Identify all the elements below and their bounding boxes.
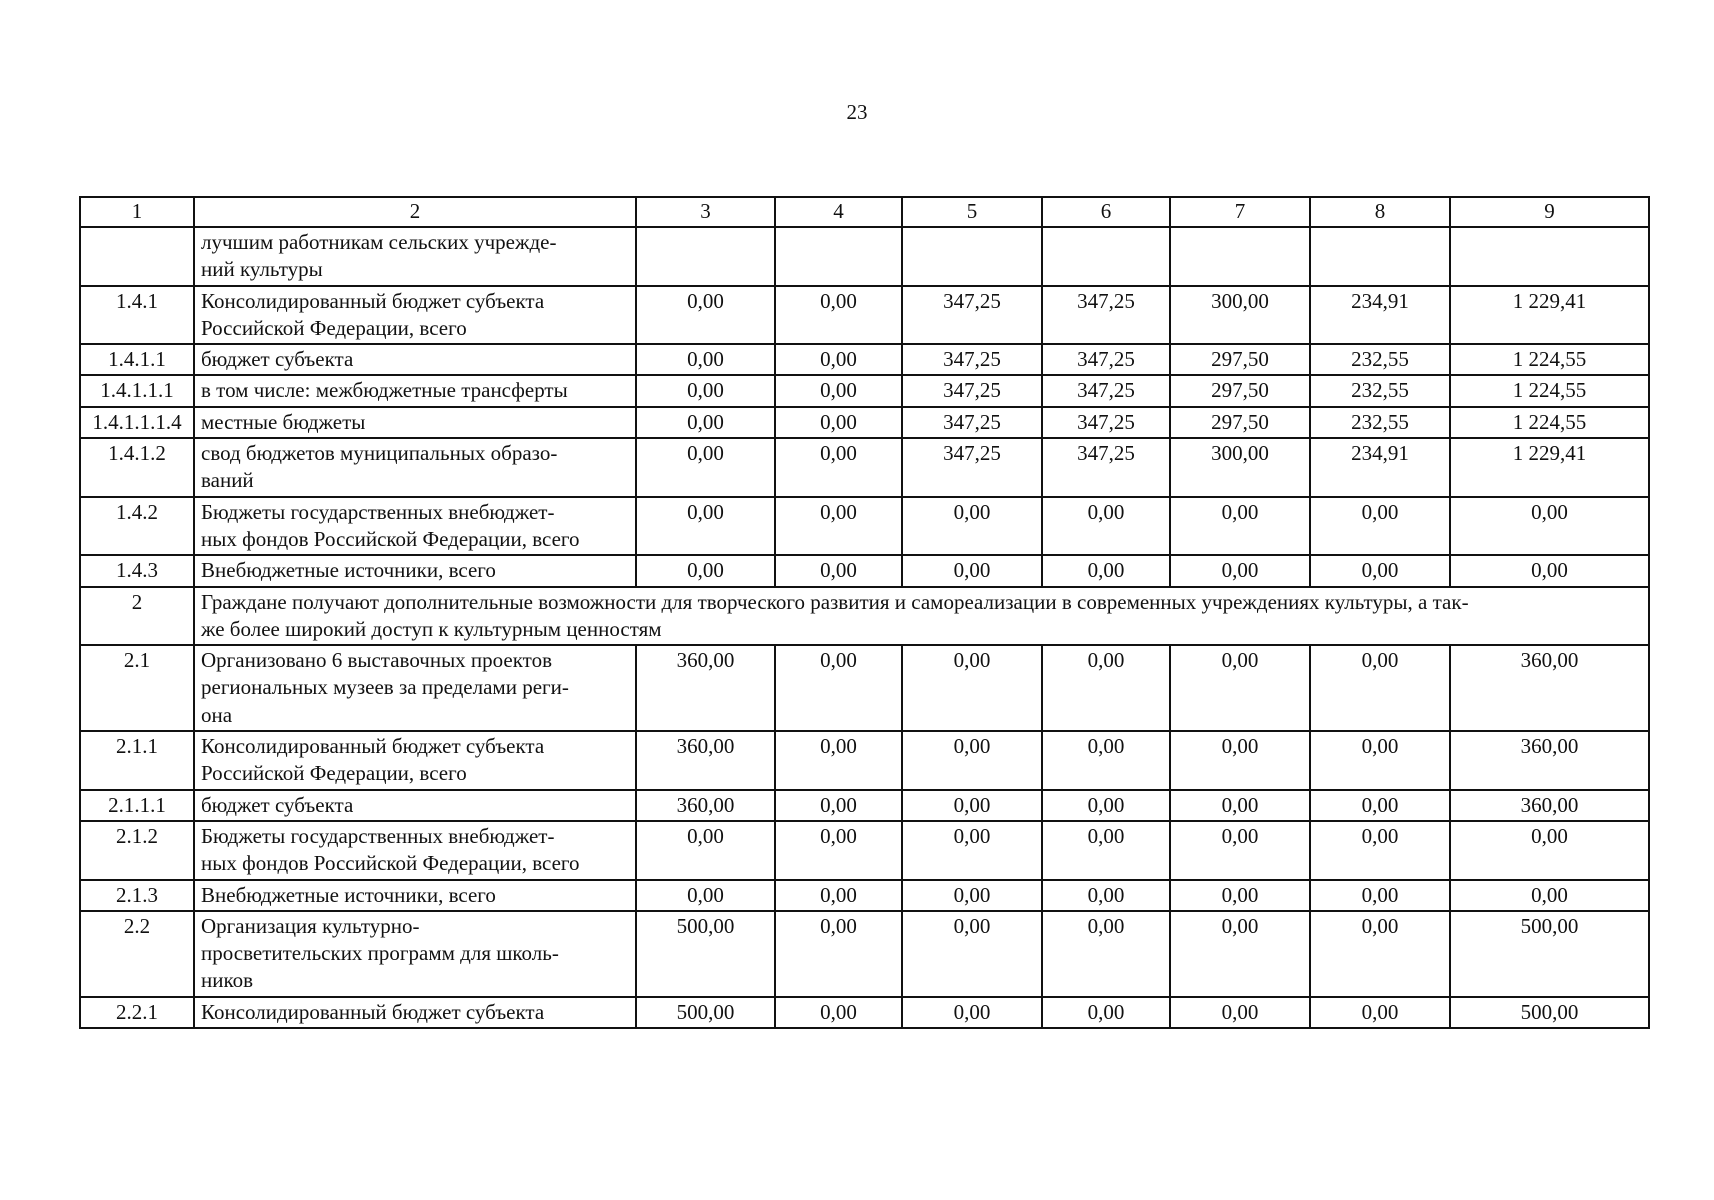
- value-cell-col-7: 297,50: [1170, 344, 1310, 375]
- header-row: [80, 197, 1649, 227]
- table-row: [80, 438, 1649, 497]
- row-code: 2.1.3: [80, 880, 194, 911]
- row-code: 2.1: [80, 645, 194, 731]
- row-code: 1.4.1.1.1.4: [80, 407, 194, 438]
- value-cell-col-8: [1310, 227, 1450, 286]
- row-code: 2.1.1: [80, 731, 194, 790]
- value-cell-col-7: 297,50: [1170, 407, 1310, 438]
- row-name-line: Бюджеты государственных внебюджет-: [201, 823, 555, 848]
- row-name-line: ваний: [201, 468, 254, 493]
- row-name: [194, 497, 636, 556]
- value-cell-col-9: 0,00: [1450, 880, 1649, 911]
- value-cell-col-8: 0,00: [1310, 821, 1450, 880]
- table-row: [80, 731, 1649, 790]
- row-code: 1.4.1: [80, 286, 194, 345]
- value-cell-col-7: 300,00: [1170, 286, 1310, 345]
- value-cell-col-5: 0,00: [902, 645, 1042, 731]
- row-name-line: региональных музеев за пределами реги-: [201, 675, 569, 700]
- value-cell-col-3: 360,00: [636, 645, 775, 731]
- value-cell-col-3: 360,00: [636, 790, 775, 821]
- value-cell-col-8: 232,55: [1310, 407, 1450, 438]
- header-cell: 1: [80, 197, 194, 227]
- row-name: [194, 997, 636, 1028]
- value-cell-col-7: 0,00: [1170, 997, 1310, 1028]
- value-cell-col-8: 0,00: [1310, 880, 1450, 911]
- row-name-line: Российской Федерации, всего: [201, 315, 467, 340]
- value-cell-col-5: 347,25: [902, 344, 1042, 375]
- row-name-line: Бюджеты государственных внебюджет-: [201, 499, 555, 524]
- value-cell-col-8: 234,91: [1310, 438, 1450, 497]
- header-cell: 7: [1170, 197, 1310, 227]
- row-name: [194, 438, 636, 497]
- value-cell-col-3: 0,00: [636, 438, 775, 497]
- value-cell-col-7: 0,00: [1170, 880, 1310, 911]
- value-cell-col-7: 300,00: [1170, 438, 1310, 497]
- value-cell-col-6: 0,00: [1042, 911, 1170, 997]
- value-cell-col-5: 0,00: [902, 497, 1042, 556]
- budget-table: [79, 196, 1650, 1029]
- row-code: 2.2.1: [80, 997, 194, 1028]
- row-name-line: бюджет субъекта: [201, 792, 354, 817]
- value-cell-col-7: 0,00: [1170, 731, 1310, 790]
- value-cell-col-3: [636, 227, 775, 286]
- section-title-line: же более широкий доступ к культурным ценностям: [201, 616, 662, 641]
- row-name-line: она: [201, 702, 233, 727]
- value-cell-col-5: 0,00: [902, 911, 1042, 997]
- row-name-line: Внебюджетные источники, всего: [201, 558, 496, 583]
- value-cell-col-4: 0,00: [775, 997, 902, 1028]
- row-code: 1.4.2: [80, 497, 194, 556]
- page-number: 23: [846, 100, 868, 124]
- value-cell-col-9: 1 229,41: [1450, 438, 1649, 497]
- value-cell-col-7: 0,00: [1170, 645, 1310, 731]
- row-name: [194, 880, 636, 911]
- row-name-line: ных фондов Российской Федерации, всего: [201, 526, 580, 551]
- row-name-line: лучшим работникам сельских учрежде-: [201, 230, 557, 254]
- row-code: 1.4.1.2: [80, 438, 194, 497]
- value-cell-col-4: 0,00: [775, 497, 902, 556]
- row-name-line: бюджет субъекта: [201, 347, 354, 372]
- value-cell-col-4: 0,00: [775, 821, 902, 880]
- value-cell-col-4: 0,00: [775, 407, 902, 438]
- row-name: [194, 555, 636, 586]
- value-cell-col-5: 0,00: [902, 555, 1042, 586]
- value-cell-col-4: [775, 227, 902, 286]
- table-row: [80, 407, 1649, 438]
- value-cell-col-8: 0,00: [1310, 790, 1450, 821]
- row-code: 2.1.2: [80, 821, 194, 880]
- row-code: 2: [80, 587, 194, 646]
- row-name: [194, 407, 636, 438]
- value-cell-col-8: 232,55: [1310, 375, 1450, 406]
- row-name: [194, 731, 636, 790]
- value-cell-col-3: 500,00: [636, 997, 775, 1028]
- table-row: [80, 344, 1649, 375]
- value-cell-col-4: 0,00: [775, 375, 902, 406]
- value-cell-col-3: 0,00: [636, 555, 775, 586]
- row-name: [194, 821, 636, 880]
- value-cell-col-4: 0,00: [775, 911, 902, 997]
- value-cell-col-6: 347,25: [1042, 344, 1170, 375]
- row-name: [194, 227, 636, 286]
- header-cell: 9: [1450, 197, 1649, 227]
- value-cell-col-9: 1 224,55: [1450, 344, 1649, 375]
- row-name: [194, 375, 636, 406]
- value-cell-col-5: 347,25: [902, 438, 1042, 497]
- value-cell-col-4: 0,00: [775, 645, 902, 731]
- row-name: [194, 286, 636, 345]
- row-code: 1.4.1.1.1: [80, 375, 194, 406]
- value-cell-col-5: 0,00: [902, 790, 1042, 821]
- value-cell-col-4: 0,00: [775, 790, 902, 821]
- table-row: [80, 286, 1649, 345]
- value-cell-col-5: 347,25: [902, 407, 1042, 438]
- value-cell-col-9: 0,00: [1450, 497, 1649, 556]
- value-cell-col-3: 0,00: [636, 407, 775, 438]
- value-cell-col-8: 0,00: [1310, 645, 1450, 731]
- value-cell-col-5: 347,25: [902, 286, 1042, 345]
- row-name-line: просветительских программ для школь-: [201, 941, 559, 966]
- row-name-line: Консолидированный бюджет субъекта: [201, 999, 545, 1024]
- section-title: [194, 587, 1649, 646]
- row-name-line: Консолидированный бюджет субъекта: [201, 288, 545, 313]
- value-cell-col-9: 1 224,55: [1450, 375, 1649, 406]
- table-row: [80, 645, 1649, 731]
- row-code: 1.4.3: [80, 555, 194, 586]
- value-cell-col-9: 360,00: [1450, 790, 1649, 821]
- value-cell-col-3: 0,00: [636, 286, 775, 345]
- value-cell-col-7: 297,50: [1170, 375, 1310, 406]
- value-cell-col-9: 500,00: [1450, 911, 1649, 997]
- value-cell-col-9: 360,00: [1450, 731, 1649, 790]
- row-name: [194, 911, 636, 997]
- row-name-line: Консолидированный бюджет субъекта: [201, 734, 545, 759]
- value-cell-col-9: 500,00: [1450, 997, 1649, 1028]
- table-row: [80, 997, 1649, 1028]
- row-name-line: Организация культурно-: [201, 913, 420, 938]
- value-cell-col-9: 0,00: [1450, 821, 1649, 880]
- table-row: [80, 497, 1649, 556]
- value-cell-col-3: 0,00: [636, 880, 775, 911]
- value-cell-col-6: [1042, 227, 1170, 286]
- value-cell-col-6: 347,25: [1042, 286, 1170, 345]
- header-cell: 2: [194, 197, 636, 227]
- header-cell: 4: [775, 197, 902, 227]
- value-cell-col-3: 0,00: [636, 821, 775, 880]
- value-cell-col-9: 1 224,55: [1450, 407, 1649, 438]
- value-cell-col-3: 500,00: [636, 911, 775, 997]
- row-name-line: ных фондов Российской Федерации, всего: [201, 851, 580, 876]
- value-cell-col-8: 0,00: [1310, 911, 1450, 997]
- value-cell-col-7: 0,00: [1170, 911, 1310, 997]
- value-cell-col-9: [1450, 227, 1649, 286]
- value-cell-col-5: 0,00: [902, 821, 1042, 880]
- row-name: [194, 790, 636, 821]
- value-cell-col-9: 0,00: [1450, 555, 1649, 586]
- value-cell-col-9: 1 229,41: [1450, 286, 1649, 345]
- value-cell-col-8: 0,00: [1310, 731, 1450, 790]
- row-name-line: Организовано 6 выставочных проектов: [201, 648, 552, 673]
- value-cell-col-8: 232,55: [1310, 344, 1450, 375]
- value-cell-col-6: 0,00: [1042, 790, 1170, 821]
- row-code: 2.1.1.1: [80, 790, 194, 821]
- value-cell-col-4: 0,00: [775, 731, 902, 790]
- row-name: [194, 645, 636, 731]
- value-cell-col-4: 0,00: [775, 555, 902, 586]
- table-row: [80, 821, 1649, 880]
- value-cell-col-5: 347,25: [902, 375, 1042, 406]
- row-name-line: Российской Федерации, всего: [201, 761, 467, 786]
- row-name-line: местные бюджеты: [201, 409, 366, 434]
- value-cell-col-8: 0,00: [1310, 497, 1450, 556]
- section-title-line: Граждане получают дополнительные возможности для творческого развития и самореализации в современных учреждениях культуры, а так-: [201, 589, 1469, 614]
- table-row: [80, 375, 1649, 406]
- table-row: [80, 790, 1649, 821]
- value-cell-col-6: 347,25: [1042, 438, 1170, 497]
- value-cell-col-6: 0,00: [1042, 821, 1170, 880]
- table-row: [80, 880, 1649, 911]
- row-name-line: свод бюджетов муниципальных образо-: [201, 441, 558, 466]
- value-cell-col-5: 0,00: [902, 731, 1042, 790]
- value-cell-col-7: [1170, 227, 1310, 286]
- value-cell-col-5: 0,00: [902, 997, 1042, 1028]
- value-cell-col-5: 0,00: [902, 880, 1042, 911]
- header-cell: 8: [1310, 197, 1450, 227]
- value-cell-col-6: 347,25: [1042, 407, 1170, 438]
- value-cell-col-8: 0,00: [1310, 555, 1450, 586]
- value-cell-col-6: 347,25: [1042, 375, 1170, 406]
- row-code: 1.4.1.1: [80, 344, 194, 375]
- row-name-line: Внебюджетные источники, всего: [201, 882, 496, 907]
- value-cell-col-4: 0,00: [775, 438, 902, 497]
- header-cell: 3: [636, 197, 775, 227]
- row-name-line: в том числе: межбюджетные трансферты: [201, 378, 568, 403]
- header-cell: 5: [902, 197, 1042, 227]
- value-cell-col-6: 0,00: [1042, 555, 1170, 586]
- value-cell-col-7: 0,00: [1170, 821, 1310, 880]
- value-cell-col-5: [902, 227, 1042, 286]
- section-row: [80, 587, 1649, 646]
- value-cell-col-9: 360,00: [1450, 645, 1649, 731]
- header-cell: 6: [1042, 197, 1170, 227]
- table-row: [80, 555, 1649, 586]
- value-cell-col-8: 234,91: [1310, 286, 1450, 345]
- value-cell-col-3: 0,00: [636, 497, 775, 556]
- value-cell-col-6: 0,00: [1042, 645, 1170, 731]
- value-cell-col-6: 0,00: [1042, 731, 1170, 790]
- value-cell-col-3: 360,00: [636, 731, 775, 790]
- value-cell-col-6: 0,00: [1042, 997, 1170, 1028]
- row-code: 2.2: [80, 911, 194, 997]
- row-name-line: ников: [201, 968, 254, 993]
- table-body: [80, 197, 1649, 1028]
- row-name: [194, 344, 636, 375]
- value-cell-col-3: 0,00: [636, 344, 775, 375]
- value-cell-col-4: 0,00: [775, 344, 902, 375]
- row-code: [80, 227, 194, 286]
- value-cell-col-6: 0,00: [1042, 880, 1170, 911]
- table-row: [80, 227, 1649, 286]
- row-name-line: ний культуры: [201, 257, 323, 282]
- table-row: [80, 911, 1649, 997]
- value-cell-col-8: 0,00: [1310, 997, 1450, 1028]
- value-cell-col-7: 0,00: [1170, 555, 1310, 586]
- value-cell-col-6: 0,00: [1042, 497, 1170, 556]
- value-cell-col-3: 0,00: [636, 375, 775, 406]
- value-cell-col-4: 0,00: [775, 880, 902, 911]
- value-cell-col-4: 0,00: [775, 286, 902, 345]
- value-cell-col-7: 0,00: [1170, 790, 1310, 821]
- value-cell-col-7: 0,00: [1170, 497, 1310, 556]
